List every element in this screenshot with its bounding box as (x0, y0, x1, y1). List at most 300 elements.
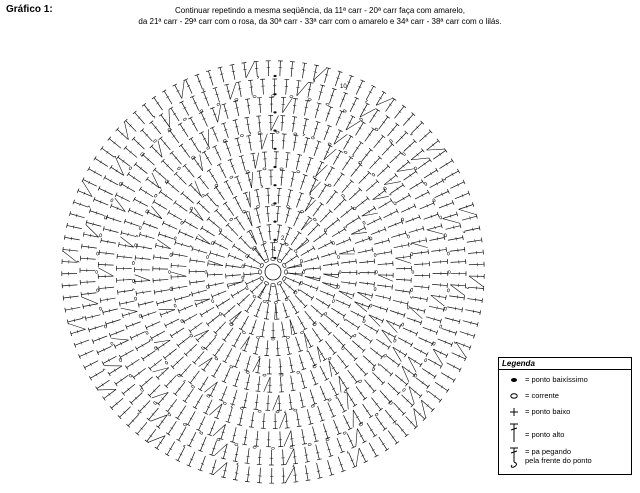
increase-stitch (82, 297, 98, 304)
stitch-stem (295, 295, 305, 306)
stitch-bar (125, 244, 126, 247)
stitch-stem (294, 99, 296, 114)
chain-stitch (242, 265, 245, 269)
stitch-top (308, 82, 313, 83)
chain-stitch (290, 446, 293, 448)
stitch-bar (107, 298, 108, 301)
increase-stitch (199, 358, 213, 367)
stitch-top (135, 347, 137, 351)
stitch-stem (103, 356, 116, 363)
stitch-stem (257, 190, 260, 205)
stitch-stem (305, 447, 308, 462)
stitch-top (408, 242, 409, 247)
stitch-bar (303, 125, 306, 126)
chain-stitch (215, 357, 219, 360)
stitch-top (320, 276, 321, 281)
stitch-top (245, 99, 250, 100)
stitch-top (353, 404, 357, 407)
stitch-stem (281, 170, 282, 185)
stitch-top (198, 388, 202, 391)
chain-stitch (223, 402, 227, 405)
stitch-stem (190, 281, 205, 283)
stitch-top (223, 361, 227, 363)
stitch-bar (161, 289, 162, 292)
stitch-stem (395, 256, 410, 258)
stitch-stem (331, 308, 344, 316)
stitch-bar (215, 283, 216, 286)
chain-stitch (132, 279, 134, 282)
stitch-top (446, 247, 447, 252)
stitch-top (381, 355, 384, 359)
slip-stitch-dot (273, 221, 276, 223)
stitch-stem (441, 373, 454, 381)
stitch-stem (414, 264, 429, 265)
stitch-top (310, 197, 314, 199)
stitch-stem (209, 283, 224, 286)
stitch-stem (178, 336, 190, 345)
stitch-stem (462, 216, 477, 220)
chain-stitch (393, 201, 396, 205)
stitch-stem (192, 97, 198, 111)
stitch-bar (281, 330, 284, 331)
stitch-stem (302, 63, 304, 78)
stitch-top (453, 378, 455, 382)
stitch-stem (380, 365, 391, 375)
stitch-stem (308, 225, 318, 236)
stitch-stem (379, 437, 387, 450)
stitch-stem (391, 185, 404, 193)
stitch-stem (226, 265, 241, 267)
stitch-stem (432, 284, 447, 285)
stitch-top (202, 369, 206, 372)
stitch-top (342, 410, 346, 412)
stitch-stem (286, 153, 288, 168)
stitch-stem (211, 382, 218, 396)
stitch-bar (90, 234, 91, 237)
stitch-top (337, 218, 340, 222)
stitch-stem (232, 311, 242, 323)
front-post-hook (463, 231, 465, 233)
stitch-stem (455, 193, 469, 199)
stitch-top (163, 356, 166, 360)
stitch-stem (169, 212, 182, 220)
stitch-stem (291, 431, 293, 446)
chain-stitch (170, 287, 172, 290)
stitch-stem (377, 252, 392, 255)
stitch-stem (134, 199, 147, 206)
chain-stitch (448, 270, 450, 273)
increase-stitch (249, 211, 252, 226)
stitch-stem (291, 376, 294, 391)
stitch-stem (336, 239, 350, 245)
stitch-stem (228, 407, 232, 422)
stitch-stem (386, 320, 400, 326)
increase-stitch (459, 209, 477, 214)
chain-stitch (201, 194, 205, 198)
stitch-stem (301, 373, 305, 388)
chain-stitch (97, 252, 99, 255)
stitch-top (159, 113, 163, 116)
stitch-stem (234, 246, 247, 254)
stitch-stem (221, 386, 227, 400)
stitch-stem (342, 181, 352, 192)
stitch-stem (373, 372, 384, 383)
stitch-stem (135, 164, 147, 173)
stitch-stem (327, 220, 339, 230)
stitch-stem (343, 415, 350, 429)
stitch-stem (416, 378, 428, 387)
stitch-stem (330, 381, 337, 394)
stitch-stem (223, 463, 227, 478)
chain-stitch (374, 253, 376, 256)
stitch-stem (419, 337, 433, 343)
chain-stitch (402, 388, 406, 392)
stitch-top (175, 417, 179, 420)
stitch-stem (280, 431, 281, 446)
stitch-stem (324, 146, 330, 160)
stitch-bar (257, 366, 260, 367)
stitch-stem (450, 182, 464, 188)
stitch-top (173, 84, 177, 86)
stitch-top (169, 107, 173, 110)
stitch-stem (171, 328, 184, 336)
stitch-stem (65, 237, 80, 239)
stitch-bar (441, 386, 443, 389)
stitch-stem (377, 166, 388, 176)
stitch-stem (262, 322, 265, 337)
stitch-stem (316, 445, 320, 460)
stitch-stem (109, 139, 121, 149)
stitch-stem (239, 294, 250, 304)
stitch-stem (395, 375, 407, 385)
chain-stitch (140, 388, 144, 392)
stitch-stem (175, 85, 182, 98)
stitch-stem (280, 284, 287, 297)
stitch-stem (276, 304, 277, 319)
chain-stitch (191, 385, 195, 388)
stitch-top (295, 312, 299, 314)
stitch-stem (410, 182, 423, 190)
chain-stitch (129, 166, 132, 170)
stitch-stem (147, 179, 159, 188)
stitch-top (89, 376, 91, 380)
stitch-bar (72, 307, 73, 310)
stitch-stem (191, 139, 199, 152)
stitch-stem (204, 92, 209, 106)
stitch-stem (190, 118, 197, 131)
front-post-hook (284, 411, 285, 413)
stitch-top (343, 314, 346, 318)
stitch-bar (228, 208, 231, 210)
stitch-stem (141, 377, 152, 387)
stitch-stem (137, 341, 150, 348)
slip-stitch-dot (273, 130, 276, 132)
chain-stitch (277, 281, 282, 286)
stitch-stem (353, 143, 362, 156)
stitch-bar (294, 237, 297, 239)
stitch-stem (401, 206, 415, 212)
stitch-stem (235, 465, 238, 480)
increase-stitch (194, 207, 203, 220)
stitch-stem (340, 93, 346, 107)
increase-stitch (194, 330, 209, 336)
stitch-bar (246, 124, 249, 125)
stitch-stem (184, 314, 197, 321)
stitch-top (395, 442, 399, 445)
stitch-stem (75, 340, 89, 345)
increase-stitch (169, 109, 170, 127)
stitch-top (394, 335, 396, 339)
chain-stitch (341, 194, 345, 198)
stitch-stem (182, 102, 189, 115)
stitch-stem (415, 192, 429, 199)
stitch-stem (403, 114, 413, 125)
stitch-top (154, 290, 155, 295)
chain-stitch (153, 139, 157, 143)
stitch-stem (431, 249, 446, 251)
stitch-bar (380, 423, 383, 425)
stitch-top (179, 144, 183, 147)
stitch-stem (128, 174, 141, 183)
chain-stitch (337, 255, 340, 259)
stitch-stem (116, 195, 130, 202)
stitch-stem (366, 86, 373, 99)
stitch-stem (371, 229, 385, 234)
stitch-stem (333, 420, 339, 434)
stitch-stem (316, 298, 329, 306)
stitch-top (223, 202, 227, 205)
stitch-stem (101, 240, 116, 243)
stitch-stem (200, 456, 205, 470)
stitch-top (153, 255, 154, 260)
chain-stitch (439, 216, 442, 220)
front-post-hook (443, 178, 445, 180)
stitch-stem (370, 348, 382, 357)
chain-stitch (253, 446, 256, 448)
stitch-top (358, 215, 361, 219)
stitch-stem (79, 350, 93, 356)
stitch-stem (450, 285, 465, 286)
stitch-stem (137, 422, 147, 434)
stitch-top (335, 394, 339, 396)
stitch-bar (304, 107, 307, 108)
chain-stitch (263, 168, 266, 170)
stitch-bar (227, 334, 230, 336)
stitch-stem (279, 395, 280, 410)
chain-stitch (190, 334, 194, 338)
stitch-stem (172, 357, 183, 367)
chain-stitch (303, 270, 305, 273)
stitch-stem (315, 103, 319, 118)
stitch-stem (247, 299, 255, 312)
stitch-stem (119, 244, 134, 247)
stitch-stem (277, 207, 278, 222)
chain-stitch (294, 133, 297, 135)
stitch-stem (63, 296, 78, 298)
stitch-stem (296, 155, 299, 170)
stitch-stem (244, 63, 246, 78)
chain-stitch (412, 270, 414, 273)
stitch-top (226, 263, 227, 268)
stitch-stem (139, 301, 154, 305)
chain-stitch (311, 136, 315, 139)
chain-stitch (180, 221, 183, 225)
stitch-stem (353, 410, 361, 423)
stitch-stem (301, 218, 309, 231)
stitch-stem (289, 394, 291, 409)
stitch-stem (110, 330, 124, 336)
increase-stitch (258, 284, 266, 297)
stitch-stem (226, 181, 233, 194)
chain-stitch (300, 331, 304, 334)
stitch-stem (445, 318, 460, 322)
stitch-stem (213, 363, 221, 376)
increase-stitch (450, 285, 464, 296)
stitch-stem (179, 232, 193, 238)
stitch-stem (283, 450, 284, 465)
stitch-stem (122, 184, 135, 192)
stitch-top (249, 427, 254, 428)
stitch-stem (168, 421, 176, 434)
stitch-top (213, 354, 217, 357)
stitch-stem (210, 421, 216, 435)
stitch-top (202, 151, 206, 153)
stitch-top (464, 247, 465, 252)
chain-stitch (96, 270, 98, 273)
stitch-stem (173, 254, 188, 257)
stitch-stem (361, 150, 370, 162)
stitch-stem (316, 162, 322, 176)
stitch-stem (131, 332, 145, 338)
chain-stitch (447, 252, 449, 255)
increase-stitch (443, 219, 460, 224)
stitch-stem (233, 390, 237, 405)
increase-stitch (301, 219, 312, 230)
chain-stitch (263, 300, 267, 303)
stitch-stem (85, 361, 99, 368)
chain-stitch (97, 289, 99, 292)
stitch-bar (244, 437, 247, 438)
stitch-stem (388, 222, 402, 228)
stitch-stem (429, 238, 444, 241)
stitch-stem (341, 261, 356, 263)
stitch-stem (375, 295, 390, 298)
stitch-stem (359, 333, 371, 342)
slip-stitch-dot (273, 257, 276, 259)
increase-stitch (347, 392, 348, 409)
stitch-stem (283, 98, 284, 113)
stitch-stem (263, 245, 268, 259)
stitch-top (193, 407, 197, 409)
stitch-bar (248, 142, 251, 143)
stitch-bar (159, 442, 162, 444)
front-post-hook (410, 297, 412, 299)
stitch-stem (411, 150, 423, 160)
chain-stitch (134, 297, 137, 301)
legend-title: Legenda (499, 358, 631, 370)
chain-stitch (383, 354, 387, 358)
increase-stitch (382, 330, 392, 343)
stitch-stem (201, 307, 214, 315)
stitch-stem (215, 88, 220, 102)
stitch-stem (303, 119, 306, 134)
stitch-top (289, 247, 293, 250)
stitch-stem (304, 333, 311, 347)
stitch-stem (348, 370, 357, 382)
increase-stitch (230, 83, 236, 100)
stitch-top (351, 115, 355, 117)
stitch-bar (164, 119, 167, 121)
stitch-stem (263, 79, 264, 94)
stitch-stem (181, 145, 190, 157)
stitch-top (335, 372, 339, 375)
stitch-stem (324, 68, 328, 83)
stitch-stem (334, 174, 343, 186)
stitch-bar (314, 72, 317, 73)
stitch-stem (206, 337, 216, 348)
stitch-stem (202, 228, 215, 236)
front-post-hook (259, 356, 261, 358)
stitch-stem (289, 300, 297, 313)
stitch-top (404, 353, 407, 357)
stitch-stem (227, 85, 231, 100)
stitch-top (305, 461, 310, 462)
stitch-top (333, 352, 337, 355)
stitch-top (145, 440, 149, 443)
stitch-stem (467, 299, 482, 301)
stitch-stem (405, 217, 419, 222)
stitch-stem (308, 351, 314, 365)
front-post-hook (261, 186, 262, 188)
stitch-top (370, 340, 373, 344)
stitch-stem (340, 327, 352, 337)
stitch-stem (391, 233, 406, 237)
increase-stitch (121, 308, 138, 311)
stitch-stem (333, 151, 340, 164)
stitch-stem (246, 374, 249, 389)
slip-stitch-dot (273, 111, 276, 113)
stitch-bar (456, 237, 457, 240)
chain-stitch (134, 243, 137, 247)
increase-stitch (395, 258, 411, 263)
stitch-stem (171, 265, 186, 266)
stitch-stem (388, 431, 397, 443)
stitch-stem (197, 330, 208, 340)
stitch-bar (330, 283, 331, 286)
stitch-stem (252, 282, 263, 292)
stitch-bar (239, 418, 242, 419)
stitch-bar (302, 437, 305, 438)
stitch-stem (201, 113, 207, 127)
stitch-stem (286, 79, 287, 94)
stitch-bar (473, 228, 474, 231)
stitch-stem (244, 429, 246, 444)
stitch-top (374, 282, 375, 287)
stitch-top (246, 135, 251, 136)
chain-stitch (139, 226, 142, 230)
stitch-stem (283, 468, 284, 483)
stitch-bar (180, 412, 183, 414)
stitch-stem (294, 212, 300, 226)
stitch-bar (252, 160, 255, 161)
stitch-stem (99, 287, 114, 288)
stitch-top (216, 304, 219, 308)
chain-stitch (174, 304, 177, 308)
chain-stitch (258, 132, 261, 134)
increase-stitch (275, 304, 276, 319)
chain-stitch (280, 168, 283, 170)
stitch-stem (226, 275, 241, 276)
